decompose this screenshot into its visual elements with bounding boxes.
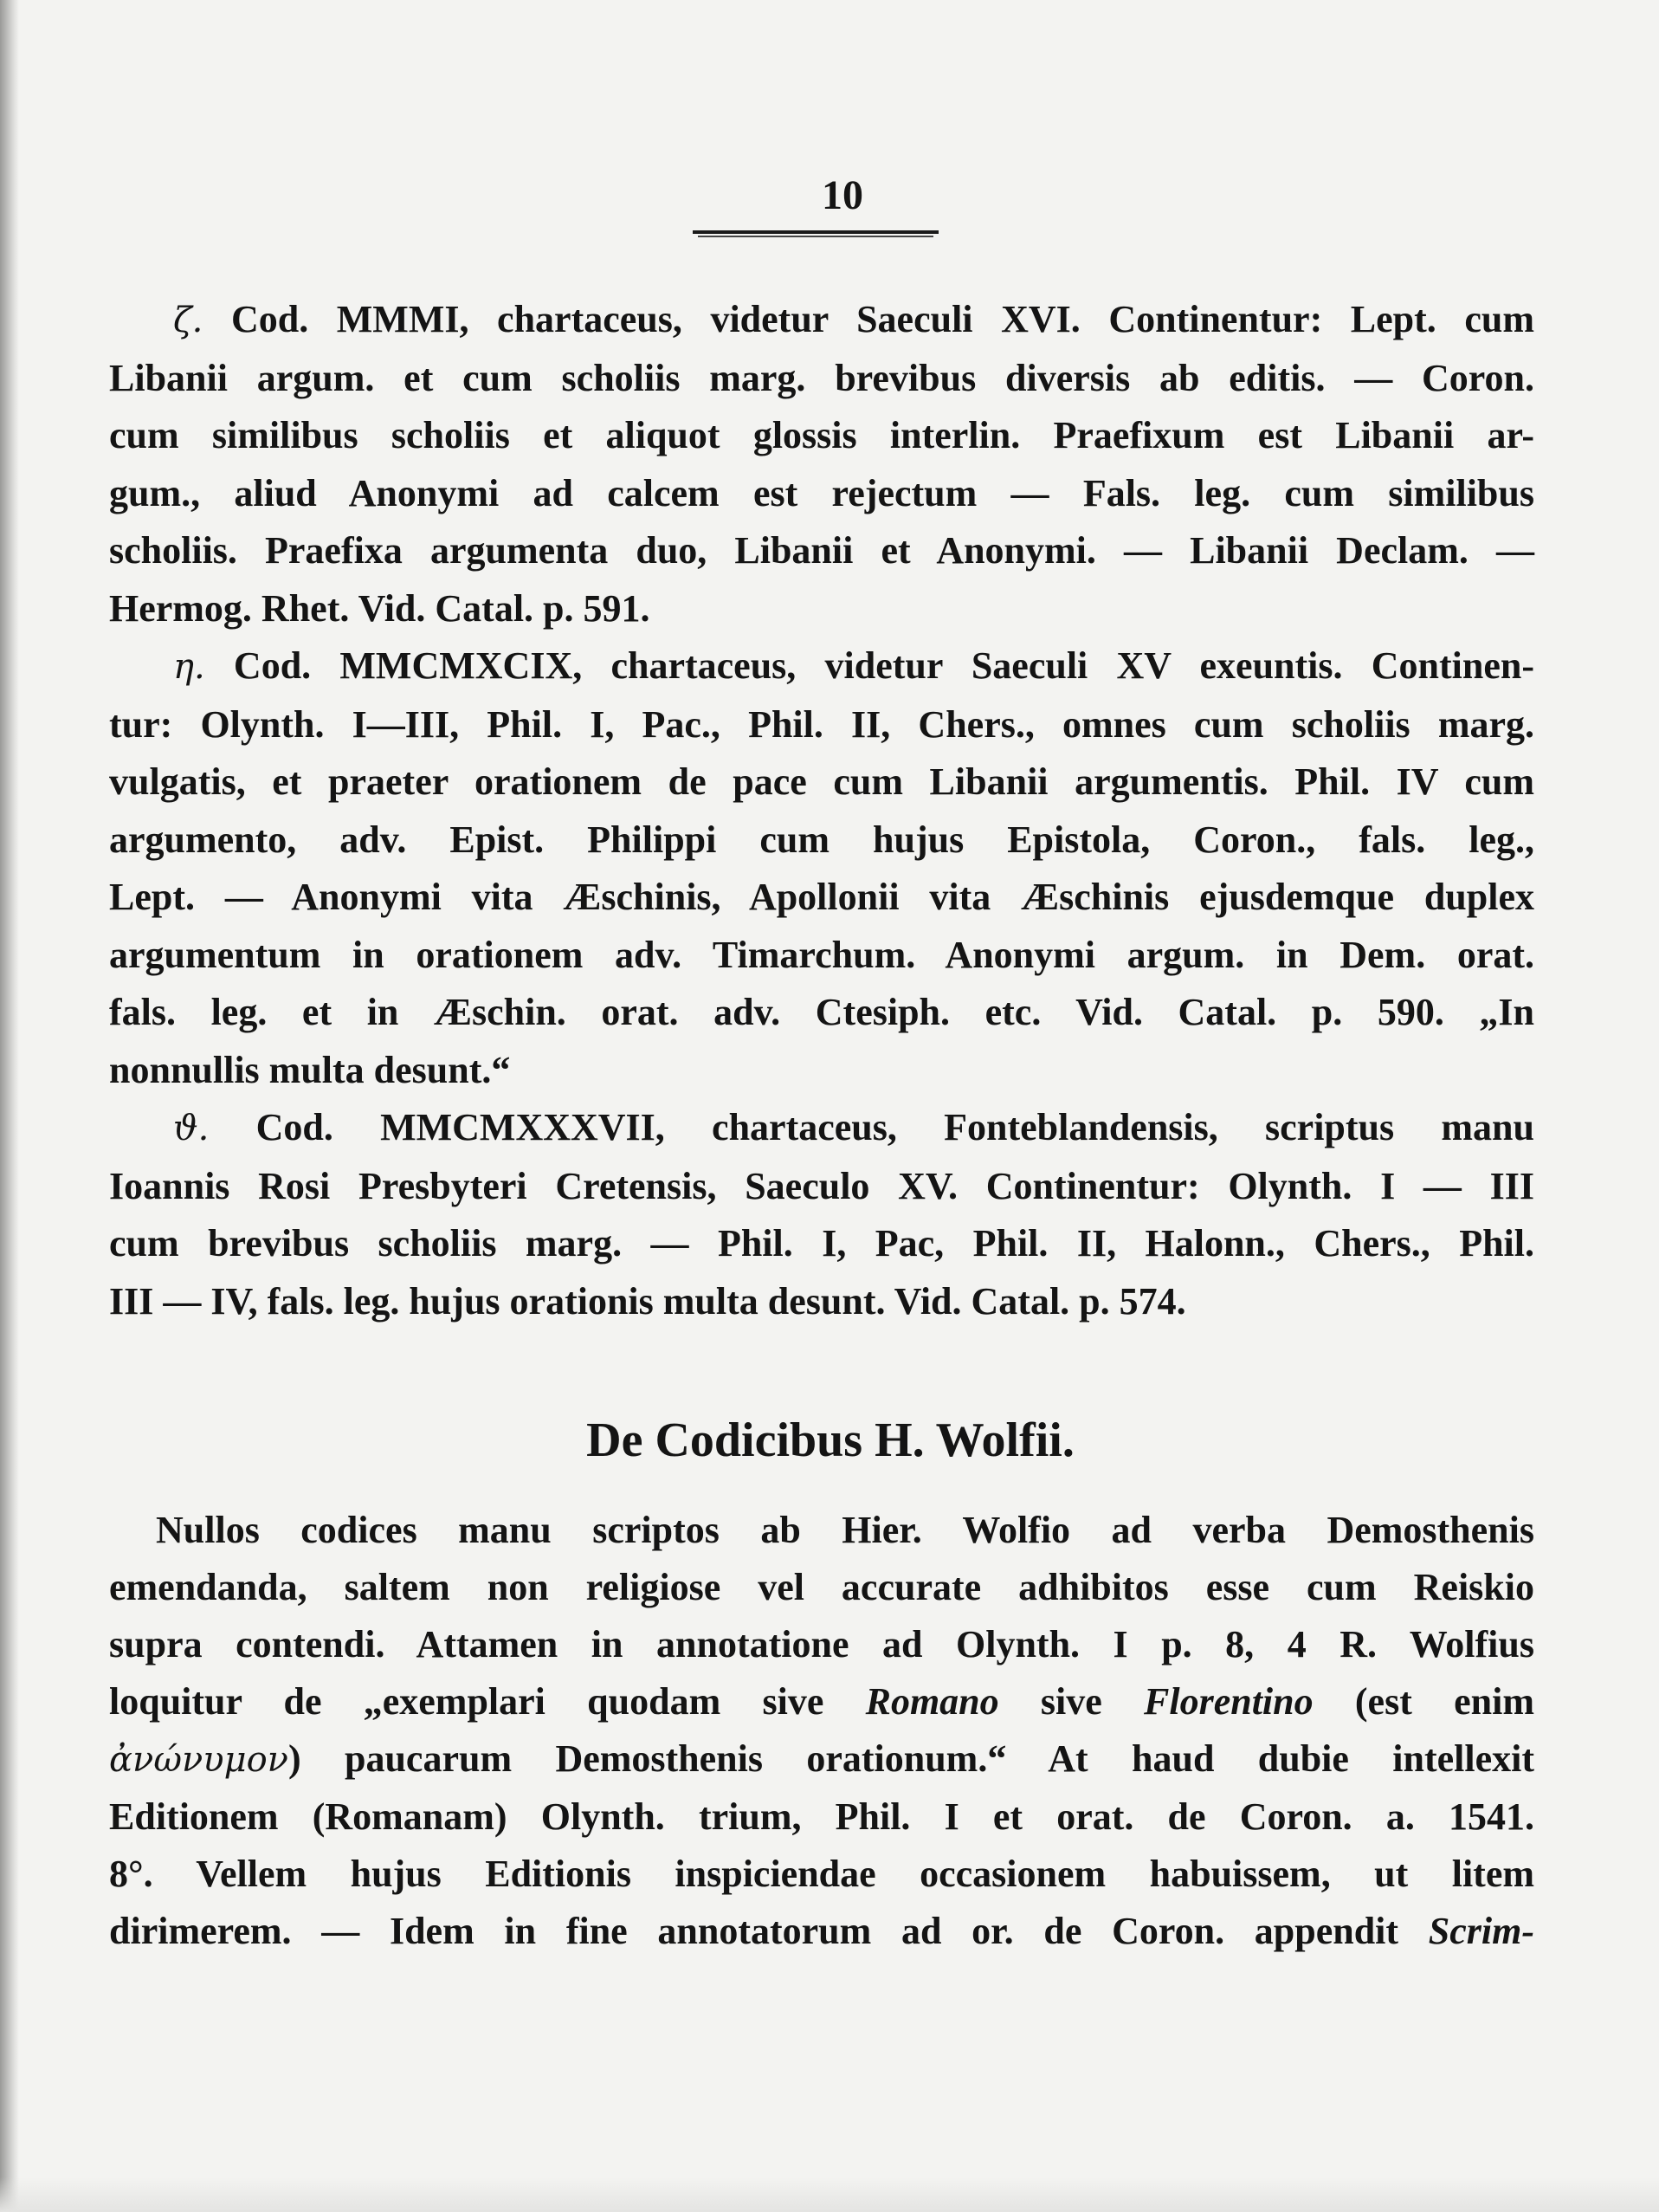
text-line [109, 1099, 1534, 1158]
line-text: (est enim [1313, 1680, 1534, 1723]
text-line: cum similibus scholiis et aliquot glossis interlin. Praefixum est Libanii ar- [109, 414, 1534, 456]
text-line: supra contendi. Attamen in annotatione ad Olynth. I p. 8, 4 R. Wolfius [109, 1623, 1534, 1665]
line-text: Cod. MMMI, chartaceus, videtur Saeculi XVI. Continentur: Lept. cum [230, 298, 1535, 340]
text-line: Nullos codices manu scriptos ab Hier. Wolfio ad verba Demosthenis [156, 1509, 1534, 1551]
text-line: 8°. Vellem hujus Editionis inspiciendae occasionem habuissem, ut litem [109, 1853, 1534, 1895]
page-body [109, 291, 1534, 1960]
text-line: Libanii argum. et cum scholiis marg. brevibus diversis ab editis. — Coron. [109, 356, 1534, 399]
entry-marker: ϑ. [173, 1109, 210, 1148]
greek-term: ἀνώνυμον [109, 1740, 288, 1780]
text-line [109, 291, 1534, 350]
codex-entry-eta [109, 637, 1534, 1099]
text-line: gum., aliud Anonymi ad calcem est rejectum — Fals. leg. cum similibus [109, 471, 1534, 514]
text-line: Hermog. Rhet. Vid. Catal. p. 591. [109, 586, 650, 630]
codex-entry-theta [109, 1099, 1534, 1330]
text-line: Lept. — Anonymi vita Æschinis, Apollonii vita Æschinis ejusdemque duplex [109, 876, 1534, 918]
text-line: argumentum in orationem adv. Timarchum. Anonymi argum. in Dem. orat. [109, 933, 1534, 976]
text-line [109, 1903, 1534, 1960]
scan-shadow-edge [0, 0, 19, 2212]
text-line: cum brevibus scholiis marg. — Phil. I, Pac, Phil. II, Halonn., Chers., Phil. [109, 1222, 1534, 1264]
text-line: III — IV, fals. leg. hujus orationis multa desunt. Vid. Catal. p. 574. [109, 1279, 1186, 1323]
text-line: argumento, adv. Epist. Philippi cum hujus Epistola, Coron., fals. leg., [109, 818, 1534, 861]
text-line [109, 637, 1534, 696]
text-line [109, 1730, 1534, 1788]
header-rule-thin [698, 236, 933, 237]
scan-shadow-bottom [0, 2177, 1659, 2212]
line-text: dirimerem. — Idem in fine annotatorum ad or. de Coron. appendit [109, 1910, 1429, 1952]
italic-term-romano: Romano [865, 1680, 999, 1723]
entry-marker: η. [173, 647, 205, 687]
italic-term-florentino: Florentino [1144, 1680, 1314, 1723]
text-line: tur: Olynth. I—III, Phil. I, Pac., Phil. II, Chers., omnes cum scholiis marg. [109, 702, 1534, 746]
header-rule-thick [693, 230, 939, 234]
text-line: emendanda, saltem non religiose vel accurate adhibitos esse cum Reiskio [109, 1566, 1534, 1608]
text-line: scholiis. Praefixa argumenta duo, Libanii et Anonymi. — Libanii Declam. — [109, 529, 1534, 572]
line-text: Cod. MMCMXXXVII, chartaceus, Fonteblandensis, scriptus manu [255, 1106, 1534, 1148]
codex-entry-zeta [109, 291, 1534, 637]
text-line: Ioannis Rosi Presbyteri Cretensis, Saeculo XV. Continentur: Olynth. I — III [109, 1164, 1534, 1207]
text-line: nonnullis multa desunt.“ [109, 1048, 511, 1091]
header-rule [693, 230, 939, 239]
line-text: sive [998, 1680, 1145, 1723]
line-text: ) paucarum Demosthenis orationum.“ At haud dubie intellexit [287, 1737, 1534, 1780]
line-text: loquitur de „exemplari quodam sive [109, 1680, 866, 1723]
text-line [109, 1673, 1534, 1730]
text-line: Editionem (Romanam) Olynth. trium, Phil. I et orat. de Coron. a. 1541. [109, 1795, 1534, 1838]
section-paragraph [109, 1502, 1534, 1960]
line-text: Cod. MMCMXCIX, chartaceus, videtur Saeculi XV exeuntis. Continen- [233, 644, 1534, 687]
text-line: fals. leg. et in Æschin. orat. adv. Ctesiph. etc. Vid. Catal. p. 590. „In [109, 991, 1534, 1033]
page-number: 10 [822, 172, 863, 218]
section-heading: De Codicibus H. Wolfii. [586, 1413, 1075, 1467]
italic-term-scrim: Scrim- [1428, 1910, 1534, 1952]
text-line: vulgatis, et praeter orationem de pace cum Libanii argumentis. Phil. IV cum [109, 760, 1534, 803]
entry-marker: ζ. [173, 301, 203, 340]
